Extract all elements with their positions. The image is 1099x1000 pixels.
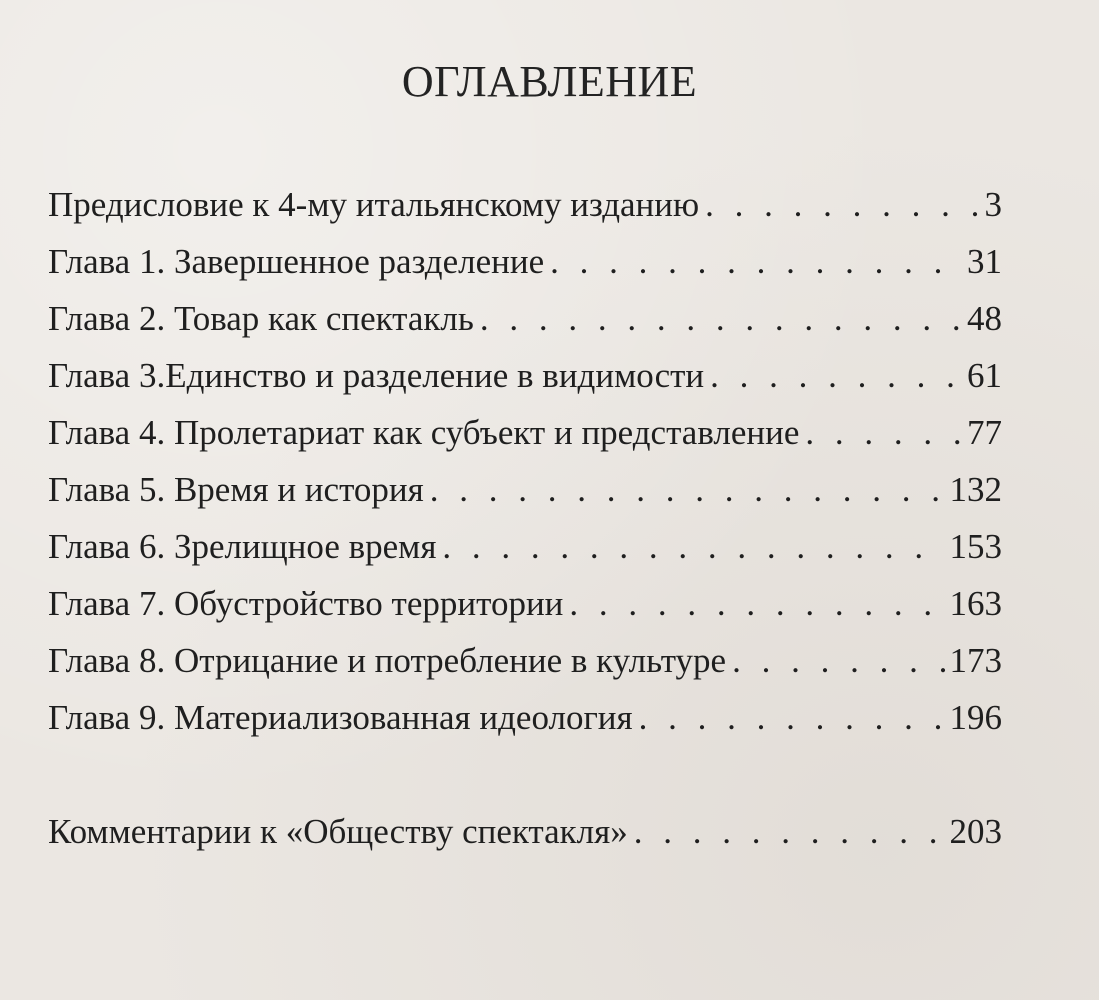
toc-entry-page: 203 xyxy=(949,812,1002,851)
dot-leader xyxy=(634,803,946,860)
dot-leader xyxy=(805,404,963,461)
dot-leader xyxy=(480,290,963,347)
dot-leader xyxy=(550,233,963,290)
table-of-contents xyxy=(48,176,1002,860)
toc-entry-page: 163 xyxy=(949,584,1002,623)
toc-entry-page: 31 xyxy=(967,242,1002,281)
toc-entry-title: Глава 7. Обустройство территории xyxy=(48,584,564,623)
toc-entry-page: 48 xyxy=(967,299,1002,338)
toc-entry-page: 196 xyxy=(949,698,1002,737)
toc-entry-chapter-6 xyxy=(48,518,1002,575)
toc-entry-title: Предисловие к 4-му итальянскому изданию xyxy=(48,185,700,224)
toc-entry-chapter-3 xyxy=(48,347,1002,404)
toc-entry-page: 173 xyxy=(949,641,1002,680)
toc-entry-chapter-4 xyxy=(48,404,1002,461)
toc-entry-title: Глава 4. Пролетариат как субъект и представление xyxy=(48,413,800,452)
toc-entry-preface xyxy=(48,176,1002,233)
toc-entry-chapter-5 xyxy=(48,461,1002,518)
toc-entry-chapter-8 xyxy=(48,632,1002,689)
toc-entry-title: Комментарии к «Обществу спектакля» xyxy=(48,812,628,851)
dot-leader xyxy=(710,347,963,404)
toc-entry-page: 3 xyxy=(984,185,1002,224)
dot-leader xyxy=(569,575,945,632)
toc-entry-page: 77 xyxy=(967,413,1002,452)
toc-entry-chapter-9 xyxy=(48,689,1002,746)
toc-entry-title: Глава 6. Зрелищное время xyxy=(48,527,437,566)
toc-entry-chapter-1 xyxy=(48,233,1002,290)
dot-leader xyxy=(705,176,980,233)
toc-entry-chapter-2 xyxy=(48,290,1002,347)
dot-leader xyxy=(639,689,946,746)
toc-entry-title: Глава 5. Время и история xyxy=(48,470,424,509)
page-title: ОГЛАВЛЕНИЕ xyxy=(401,57,698,106)
toc-entry-title: Глава 2. Товар как спектакль xyxy=(48,299,474,338)
toc-entry-title: Глава 1. Завершенное разделение xyxy=(48,242,545,281)
toc-entry-page: 153 xyxy=(949,527,1002,566)
dot-leader xyxy=(732,632,945,689)
toc-entry-title: Глава 8. Отрицание и потребление в культуре xyxy=(48,641,727,680)
toc-entry-page: 61 xyxy=(967,356,1002,395)
dot-leader xyxy=(430,461,946,518)
toc-entry-page: 132 xyxy=(949,470,1002,509)
dot-leader xyxy=(442,518,945,575)
toc-entry-title: Глава 3.Единство и разделение в видимости xyxy=(48,356,705,395)
toc-entry-chapter-7 xyxy=(48,575,1002,632)
toc-entry-commentary xyxy=(48,803,1002,860)
toc-entry-title: Глава 9. Материализованная идеология xyxy=(48,698,633,737)
